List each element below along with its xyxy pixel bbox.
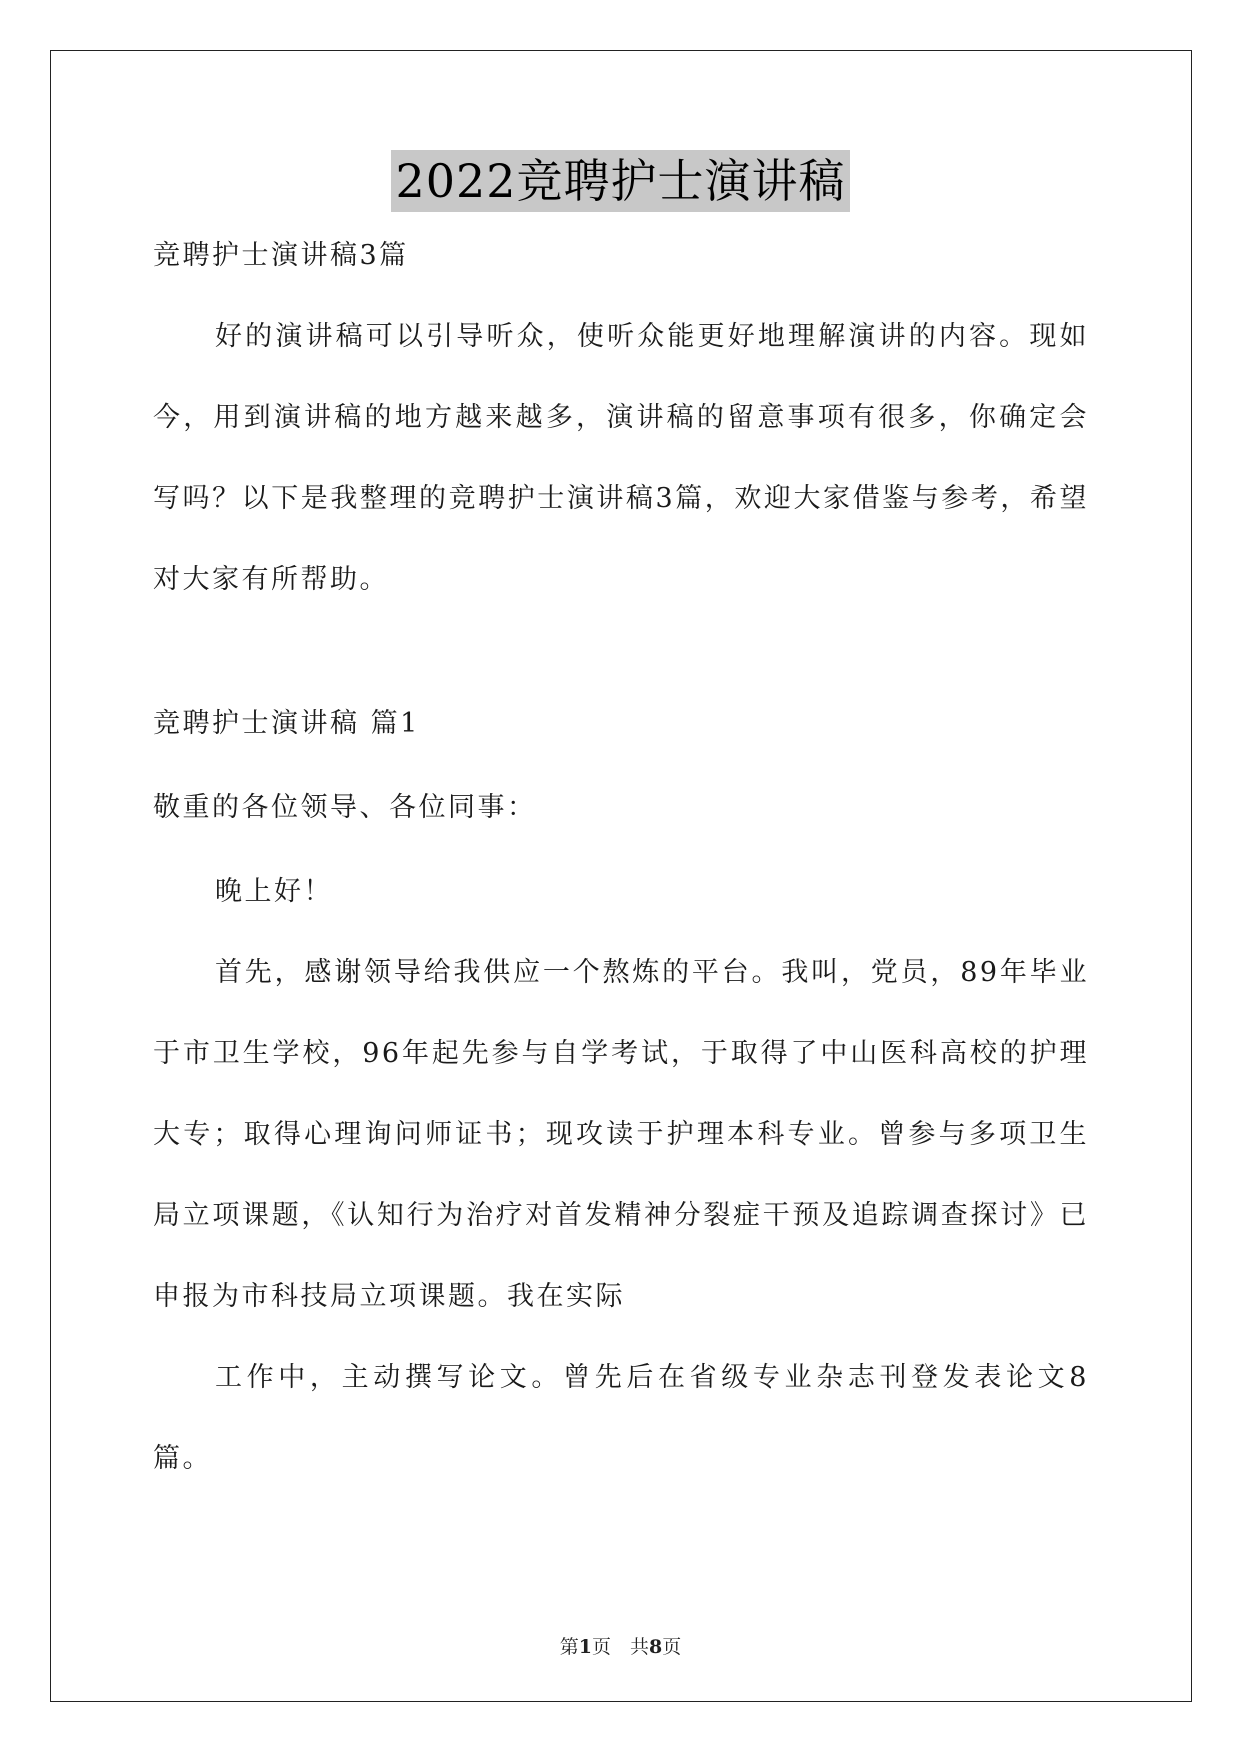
section-heading: 竞聘护士演讲稿 篇1 [153, 708, 420, 739]
document-body [153, 236, 1089, 1499]
body-paragraph-2: 工作中，主动撰写论文。曾先后在省级专业杂志刊登发表论文8篇。 [153, 1362, 1089, 1474]
current-page-number: 1 [578, 1636, 592, 1658]
page-number-prefix: 第 [559, 1636, 579, 1658]
title-wrap [0, 150, 1241, 212]
document-title: 2022竞聘护士演讲稿 [391, 150, 849, 212]
greeting: 晚上好！ [215, 876, 333, 907]
body-paragraph-1: 首先，感谢领导给我供应一个熬炼的平台。我叫，党员，89年毕业于市卫生学校，96年起先参与自学考试，于取得了中山医科高校的护理大专；取得心理询问师证书；现攻读于护理本科专业。曾参与多项卫生局立项课题，《认知行为治疗对首发精神分裂症干预及追踪调查探讨》已申报为市科技局立项课题。我在实际 [153, 957, 1089, 1312]
page-number-mid: 页 共 [591, 1636, 649, 1658]
total-page-count: 8 [649, 1636, 663, 1658]
page-number [0, 1632, 1241, 1659]
page-number-suffix: 页 [662, 1636, 682, 1658]
intro-paragraph: 好的演讲稿可以引导听众，使听众能更好地理解演讲的内容。现如今，用到演讲稿的地方越来越多，演讲稿的留意事项有很多，你确定会写吗？以下是我整理的竞聘护士演讲稿3篇，欢迎大家借鉴与参考，希望对大家有所帮助。 [153, 321, 1089, 595]
salutation: 敬重的各位领导、各位同事： [153, 792, 537, 823]
document-subtitle: 竞聘护士演讲稿3篇 [153, 240, 409, 271]
